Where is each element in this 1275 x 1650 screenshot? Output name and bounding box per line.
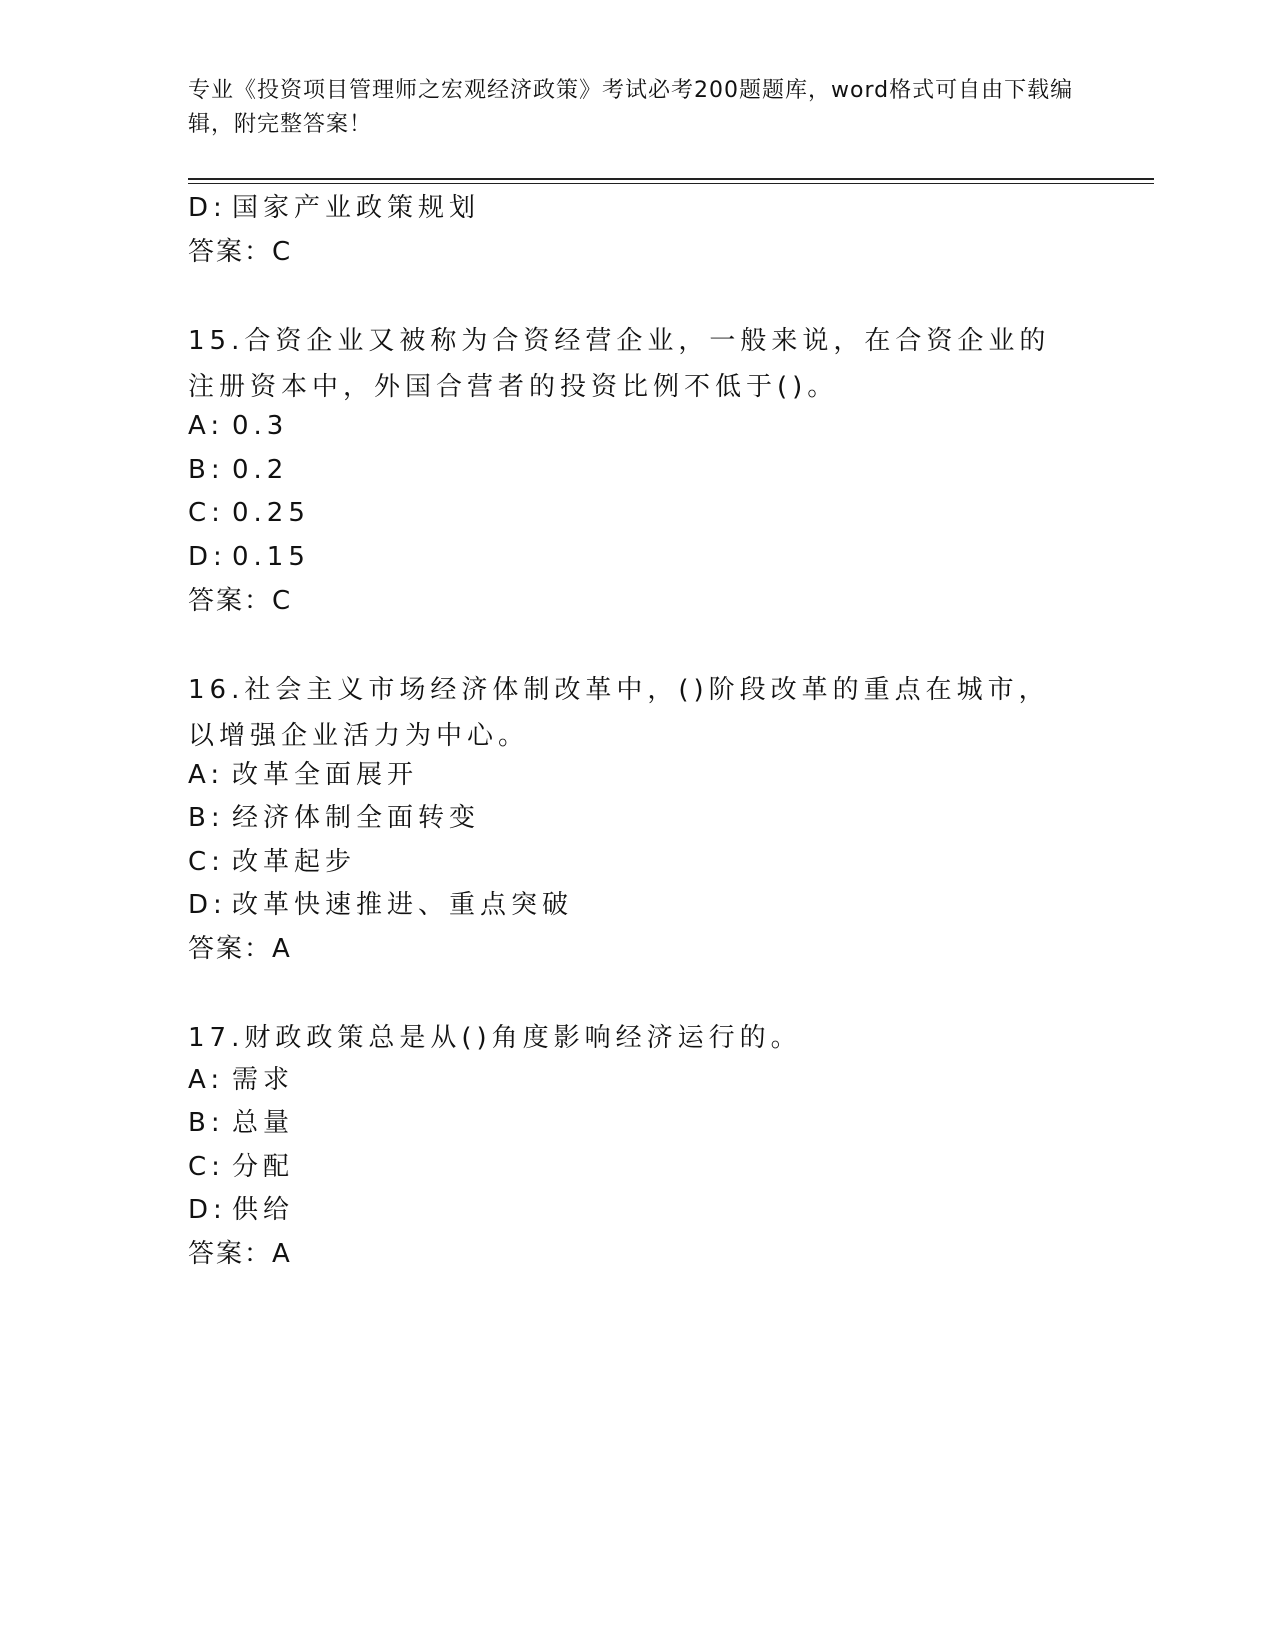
question-17-stem: 17.财政政策总是从()角度影响经济运行的。 [188,1023,802,1053]
question-16-option-d [188,885,573,925]
question-15-stem: 15.合资企业又被称为合资经营企业，一般来说，在合资企业的注册资本中，外国合营者的投资比例不低于()。 [188,326,1051,402]
question-16-option-c [188,842,356,882]
option-label: B: [188,455,225,485]
question-16-option-a [188,755,418,795]
question-17-option-d [188,1190,294,1230]
option-label: B: [188,803,225,833]
question-17-answer: 答案：A [188,1239,292,1269]
header-rule-thin [188,183,1154,184]
option-text: 经济体制全面转变 [232,803,481,833]
question-15-option-c [188,493,310,533]
question-16-stem: 16.社会主义市场经济体制改革中，()阶段改革的重点在城市，以增强企业活力为中心。 [188,675,1050,751]
option-text: 需求 [232,1065,295,1095]
option-text: 改革快速推进、重点突破 [232,890,574,920]
option-label: D: [188,542,227,572]
option-label: A: [188,760,225,790]
header-rule-thick [188,178,1154,180]
option-text: 分配 [232,1152,295,1182]
option-label: D: [188,1195,227,1225]
question-15-option-b [188,450,288,490]
option-text: 0.3 [232,411,289,441]
option-text: 0.15 [232,542,310,572]
option-text: 总量 [232,1108,295,1138]
option-label: C: [188,847,225,877]
option-text: 0.25 [232,498,310,528]
question-15-option-a [188,406,288,446]
document-header: 专业《投资项目管理师之宏观经济政策》考试必考200题题库，word格式可自由下载编辑，附完整答案！ [188,78,1074,137]
question-16-option-b [188,798,480,838]
option-text: 改革起步 [232,847,357,877]
carryover-answer: 答案：C [188,237,293,267]
option-label: D: [188,193,227,223]
option-label: B: [188,1108,225,1138]
option-label: C: [188,1152,225,1182]
option-text: 国家产业政策规划 [232,193,481,223]
question-16-answer: 答案：A [188,934,292,964]
carryover-option-d [188,188,480,228]
option-label: A: [188,1065,225,1095]
question-17-option-b [188,1103,294,1143]
question-15-option-d [188,537,310,577]
option-label: D: [188,890,227,920]
question-15-answer: 答案：C [188,586,293,616]
option-text: 供给 [232,1195,295,1225]
question-17-option-c [188,1147,294,1187]
question-17-option-a [188,1060,294,1100]
option-text: 0.2 [232,455,289,485]
option-text: 改革全面展开 [232,760,419,790]
option-label: A: [188,411,225,441]
option-label: C: [188,498,225,528]
